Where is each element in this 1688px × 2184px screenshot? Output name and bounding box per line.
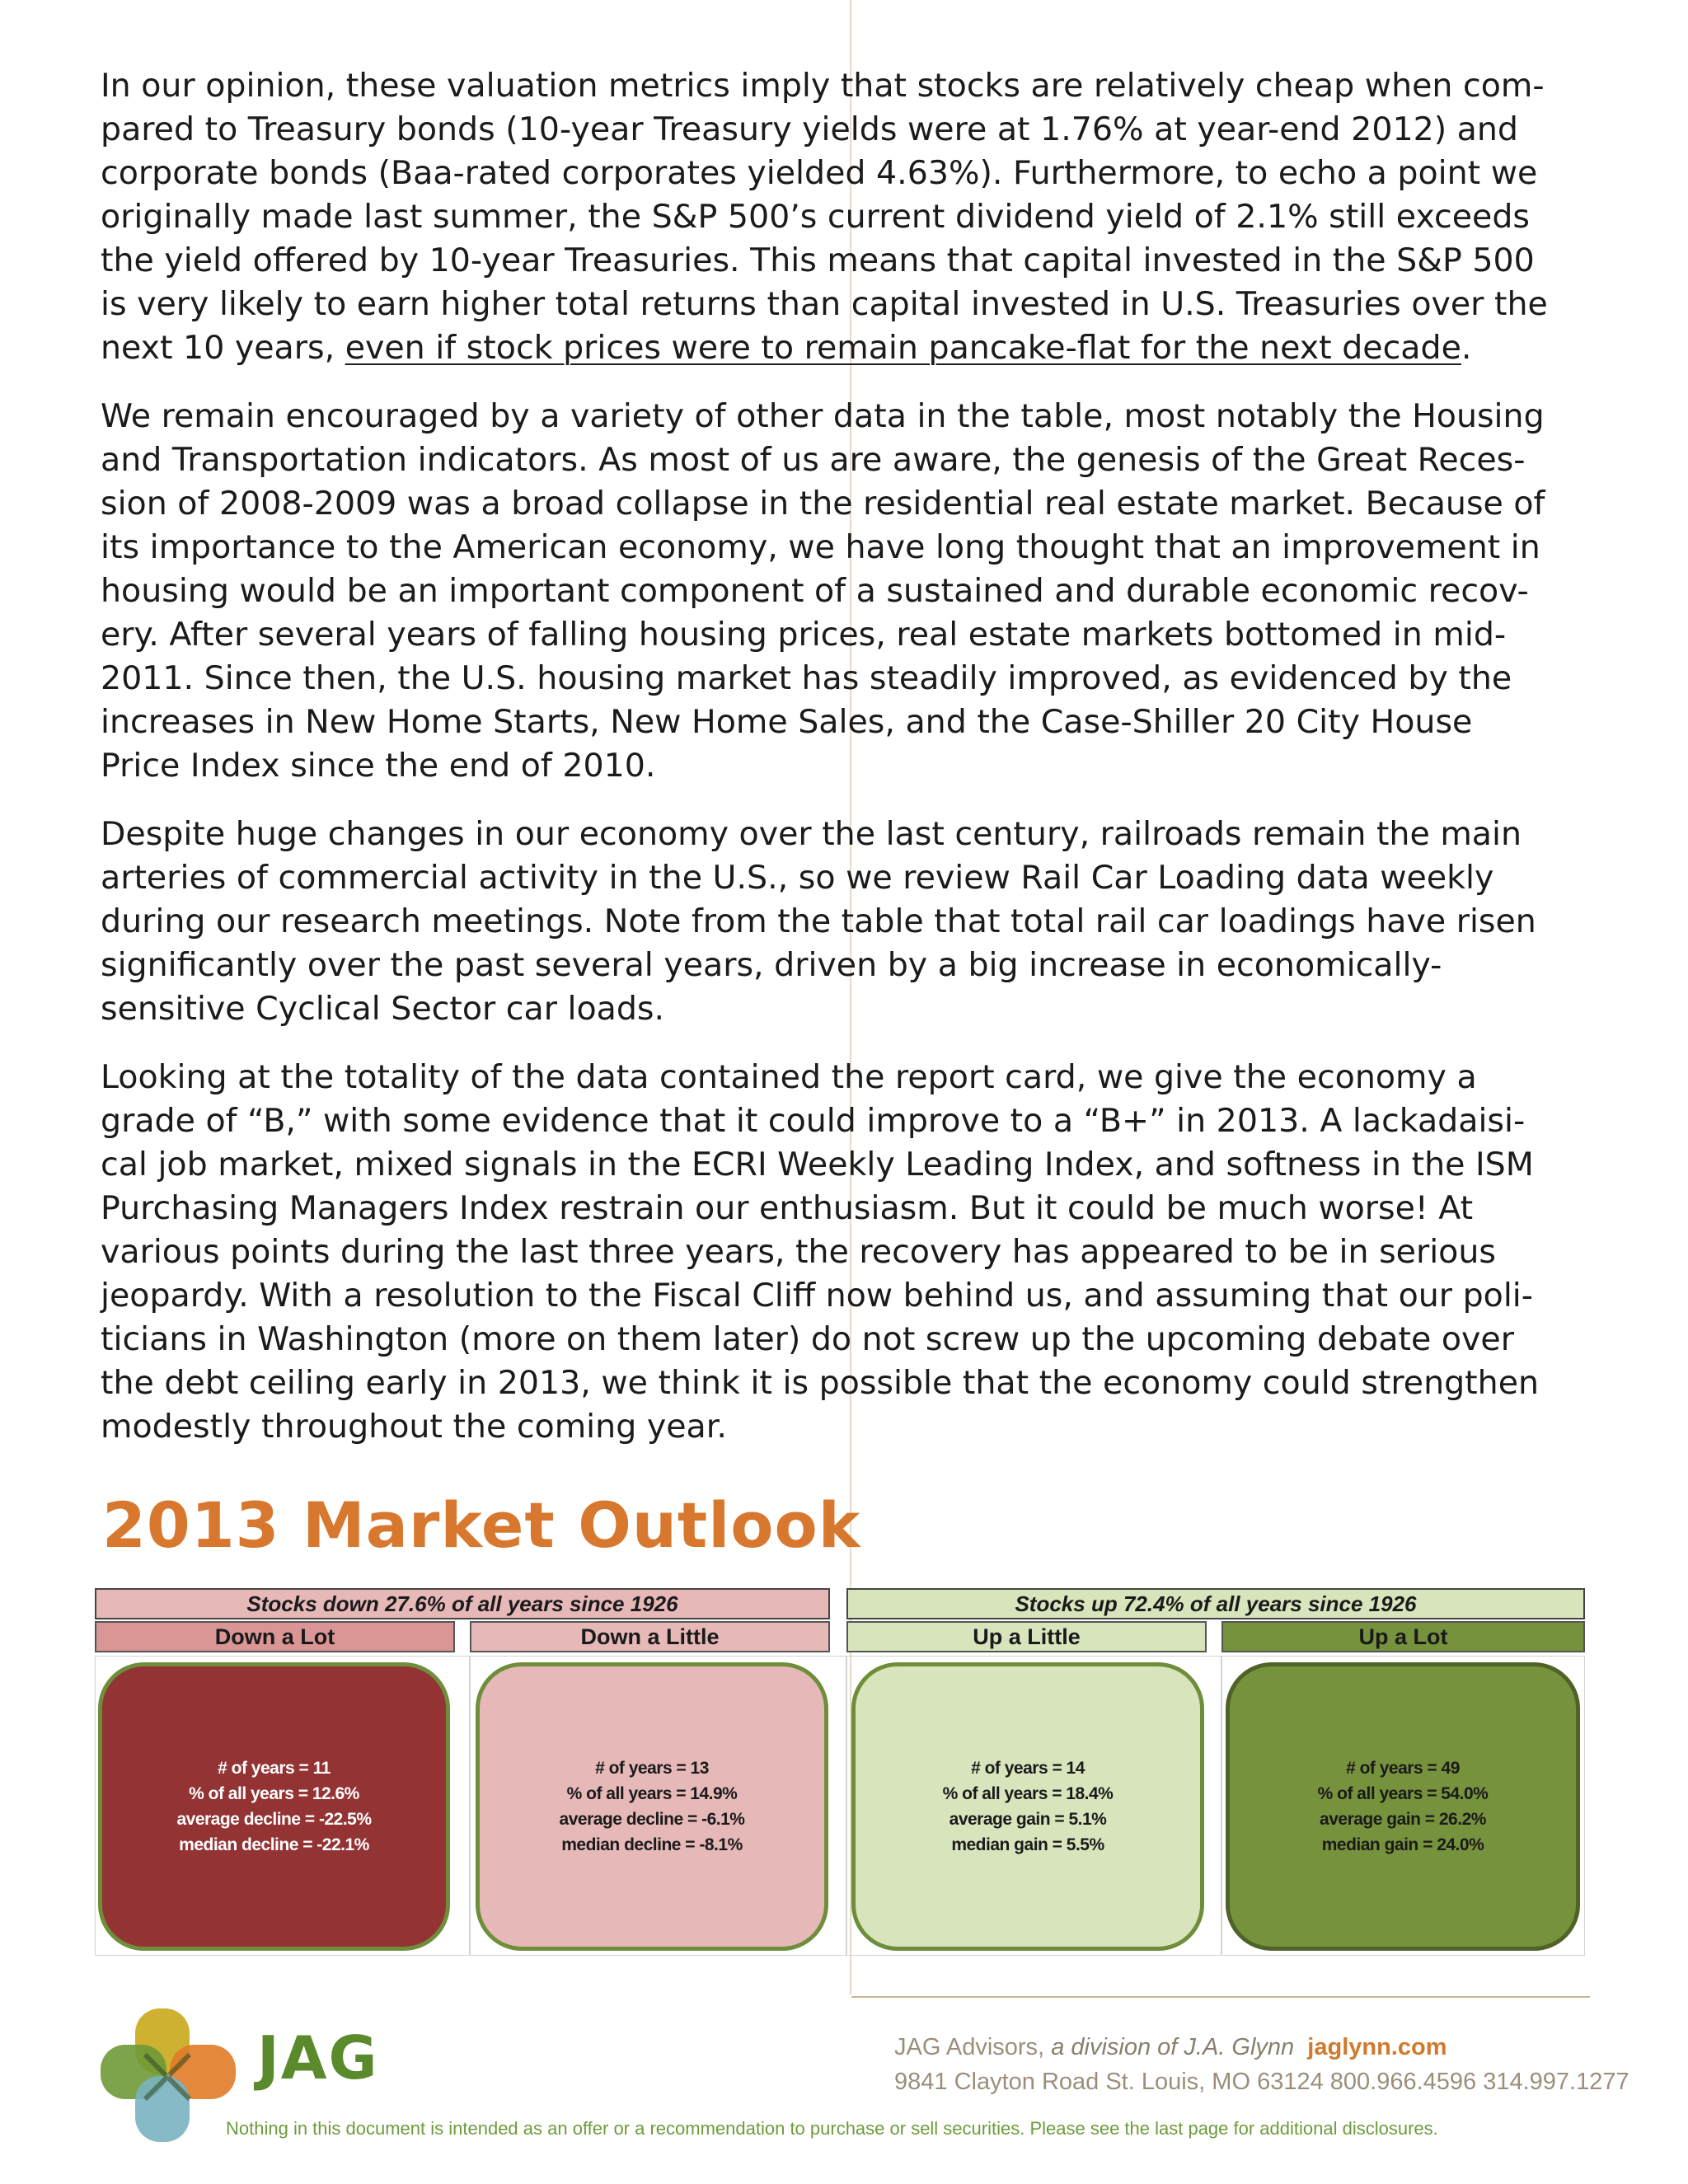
stats-card-up-a-lot [1226,1662,1580,1951]
text-line: In our opinion, these valuation metrics imply that stocks are relatively cheap when com- [101,67,1545,105]
stats-card-down-a-lot [98,1662,450,1951]
text-line: and Transportation indicators. As most of us are aware, the genesis of the Great Reces- [101,441,1526,479]
stat-years: # of years = 11 [218,1759,331,1778]
stats-card-down-a-little [476,1662,828,1951]
text-line: sion of 2008-2009 was a broad collapse in the residential real estate market. Because of [101,485,1545,523]
stat-years: # of years = 14 [971,1759,1085,1778]
text-line: the debt ceiling early in 2013, we think it is possible that the economy could strengthen [101,1364,1540,1402]
stat-average: average decline = -6.1% [559,1810,745,1829]
market-outlook-table [95,1588,1585,1956]
text-line: Looking at the totality of the data contained the report card, we give the economy a [101,1058,1477,1096]
text-line: pared to Treasury bonds (10-year Treasury yields were at 1.76% at year-end 2012) and [101,110,1518,148]
text-line: increases in New Home Starts, New Home Sales, and the Case-Shiller 20 City House [101,703,1473,741]
text-line-last [101,326,1584,370]
firm-name: JAG Advisors, [894,2034,1045,2060]
section-title-market-outlook: 2013 Market Outlook [102,1488,861,1562]
stat-median: median decline = -8.1% [561,1835,743,1854]
text-line: grade of “B,” with some evidence that it could improve to a “B+” in 2013. A lackadaisi- [101,1102,1526,1140]
body-text [101,64,1584,1474]
text-line: housing would be an important component of a sustained and durable economic recov- [101,572,1529,610]
category-header-up-a-little: Up a Little [846,1621,1207,1652]
stat-median: median gain = 24.0% [1321,1835,1484,1854]
text-line: Price Index since the end of 2010. [101,747,656,785]
stat-average: average decline = -22.5% [176,1810,372,1829]
text-line: during our research meetings. Note from the table that total rail car loadings have risen [101,902,1536,940]
stat-percent: % of all years = 18.4% [942,1784,1114,1803]
brand-name: JAG [257,2023,379,2093]
underlined-emphasis: even if stock prices were to remain pancake-flat for the next decade [345,329,1461,367]
category-header-down-a-lot: Down a Lot [95,1621,455,1652]
stat-years: # of years = 49 [1346,1759,1460,1778]
text-line: is very likely to earn higher total returns than capital invested in U.S. Treasuries over the [101,285,1548,323]
stat-years: # of years = 13 [595,1759,709,1778]
paragraph-valuation [101,64,1584,370]
stat-median: median gain = 5.5% [951,1835,1104,1854]
text-line: 2011. Since then, the U.S. housing market has steadily improved, as evidenced by the [101,659,1512,697]
text-line: corporate bonds (Baa-rated corporates yielded 4.63%). Furthermore, to echo a point we [101,154,1538,192]
text-line: the yield offered by 10-year Treasuries. This means that capital invested in the S&P 500 [101,241,1535,279]
stats-card-up-a-little [851,1662,1204,1951]
group-header-down: Stocks down 27.6% of all years since 1926 [95,1588,830,1619]
group-header-up: Stocks up 72.4% of all years since 1926 [846,1588,1585,1619]
text-line: cal job market, mixed signals in the ECRI Weekly Leading Index, and softness in the ISM [101,1146,1534,1183]
stat-median: median decline = -22.1% [179,1835,369,1854]
stat-average: average gain = 26.2% [1320,1810,1486,1829]
footer-divider [851,1996,1590,1998]
paragraph-railroads [101,813,1584,1031]
paragraph-grade [101,1056,1584,1449]
stat-percent: % of all years = 12.6% [189,1784,359,1803]
stat-average: average gain = 5.1% [949,1810,1107,1829]
address-line: 9841 Clayton Road St. Louis, MO 63124 800.966.4596 314.997.1277 [894,2069,1629,2095]
text-line: jeopardy. With a resolution to the Fiscal Cliff now behind us, and assuming that our poli- [101,1277,1534,1315]
category-header-up-a-lot: Up a Lot [1221,1621,1585,1652]
text-prefix: next 10 years, [101,329,345,367]
text-line: its importance to the American economy, we have long thought that an improvement in [101,528,1540,566]
disclaimer: Nothing in this document is intended as an offer or a recommendation to purchase or sell securities. Please see the last page for additional disclosures. [226,2118,1438,2139]
jag-logo-icon [99,2007,237,2145]
text-line: significantly over the past several years, driven by a big increase in economically- [101,946,1442,984]
text-line: sensitive Cyclical Sector car loads. [101,990,665,1028]
text-line: Purchasing Managers Index restrain our enthusiasm. But it could be much worse! At [101,1189,1474,1227]
stat-percent: % of all years = 14.9% [566,1784,738,1803]
firm-line [894,2034,1447,2061]
text-line: ery. After several years of falling housing prices, real estate markets bottomed in mid- [101,616,1507,654]
text-line: modestly throughout the coming year. [101,1408,727,1446]
text-line: Despite huge changes in our economy over the last century, railroads remain the main [101,815,1522,853]
paragraph-housing [101,395,1584,788]
text-line: various points during the last three years, the recovery has appeared to be in serious [101,1233,1496,1271]
text-line: ticians in Washington (more on them later) do not screw up the upcoming debate over [101,1320,1514,1358]
website-link[interactable]: jaglynn.com [1307,2034,1447,2060]
text-line: originally made last summer, the S&P 500’s current dividend yield of 2.1% still exceeds [101,198,1530,236]
firm-division: a division of J.A. Glynn [1051,2034,1295,2060]
text-suffix: . [1461,329,1472,367]
category-header-down-a-little: Down a Little [470,1621,830,1652]
text-line: arteries of commercial activity in the U.S., so we review Rail Car Loading data weekly [101,859,1494,897]
text-line: We remain encouraged by a variety of other data in the table, most notably the Housing [101,397,1545,435]
stat-percent: % of all years = 54.0% [1317,1784,1489,1803]
